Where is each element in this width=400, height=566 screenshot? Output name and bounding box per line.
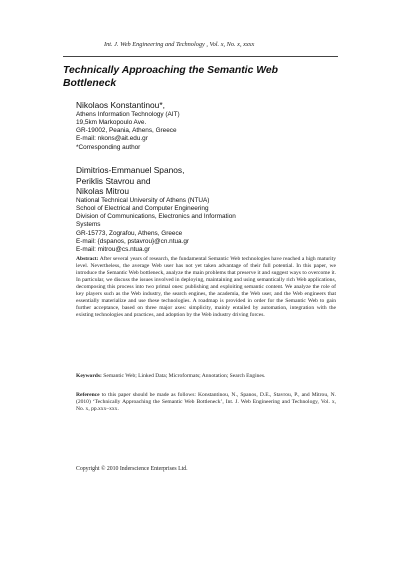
keywords-label: Keywords: xyxy=(76,373,102,379)
affiliation-line: 19,5km Markopoulo Ave. xyxy=(76,118,147,126)
keywords-paragraph xyxy=(76,373,336,380)
reference-label: Reference xyxy=(76,392,100,398)
affiliation-line: Division of Communications, Electronics and Information xyxy=(76,213,236,221)
affiliation-line: National Technical University of Athens (NTUA) xyxy=(76,196,210,204)
author-name: Dimitrios-Emmanuel Spanos, xyxy=(76,165,185,175)
affiliation-line: Systems xyxy=(76,221,101,229)
reference-text: to this paper should be made as follows: Konstantinou, N., Spanos, D.E., Stavrou, P., and Mitrou, N. (2010) ‘Technically Approaching the Semantic Web Bottleneck’, Int. J. Web Engineering and Technology, Vol. x, No. x, pp.xxx–xxx. xyxy=(76,392,336,413)
title-line-2: Bottleneck xyxy=(63,78,117,89)
author-email: E-mail: mitrou@cs.ntua.gr xyxy=(76,246,150,254)
header-divider xyxy=(63,56,338,57)
author-email: E-mail: {dspanos, pstavrou}@cn.ntua.gr xyxy=(76,237,190,245)
corresponding-author-note: *Corresponding author xyxy=(76,143,141,151)
abstract-label: Abstract: xyxy=(76,256,99,262)
affiliation-line: Athens Information Technology (AIT) xyxy=(76,110,180,118)
journal-running-header: Int. J. Web Engineering and Technology , Vol. x, No. x, xxxx xyxy=(104,41,255,48)
author-block-2 xyxy=(76,165,326,255)
author-name: Periklis Stavrou and xyxy=(76,175,151,186)
author-email: E-mail: nkons@ait.edu.gr xyxy=(76,135,148,143)
abstract-text: After several years of research, the fundamental Semantic Web technologies have reached a high maturity level. Nevertheless, the average Web user has not yet taken advantage of their full potential. In this paper, we introduce the Semantic Web bottleneck, analyze the main problems that preserve it and suggest ways to overcome it. In particular, we discuss the issues involved in deploying, maintaining and using semantically rich Web applications, decomposing this process into two primal ones: publishing and exploiting semantic content. We analyze the role of key players such as the Web industry, the search engines, the academia, the Web user, and the Web engineers that essentially materialize and use these technologies. A roadmap is provided in order for the Semantic Web to gain further acceptance, based on three major axes: simplicity, mainly entailed by automation, integration with the existing technologies and practices, and adoption by the Web industry driving forces. xyxy=(76,256,336,319)
abstract-paragraph xyxy=(76,256,336,319)
copyright-notice: Copyright © 2010 Inderscience Enterprises Ltd. xyxy=(76,466,188,472)
affiliation-line: GR-19002, Peania, Athens, Greece xyxy=(76,127,177,135)
title-line-1: Technically Approaching the Semantic Web xyxy=(63,65,278,76)
keywords-text: Semantic Web; Linked Data; Microformats; Annotation; Search Engines. xyxy=(103,373,266,379)
author-name: Nikolaos Konstantinou*, xyxy=(76,100,165,110)
reference-paragraph xyxy=(76,392,336,413)
affiliation-line: School of Electrical and Computer Engineering xyxy=(76,204,209,212)
author-block-1 xyxy=(76,100,326,152)
affiliation-line: GR-15773, Zografou, Athens, Greece xyxy=(76,229,183,237)
author-name: Nikolas Mitrou xyxy=(76,186,130,196)
paper-title xyxy=(63,64,333,90)
